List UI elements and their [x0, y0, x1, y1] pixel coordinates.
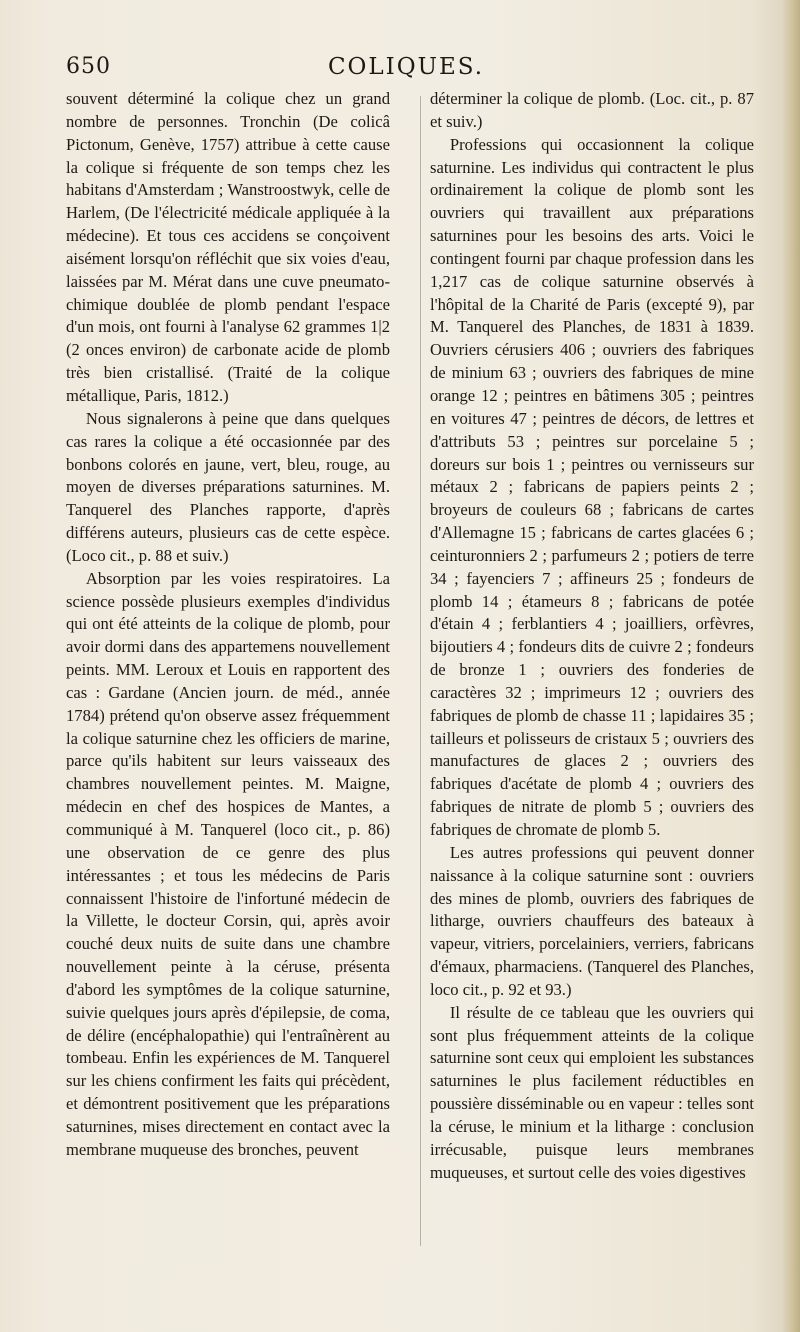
paragraph: Nous signalerons à peine que dans quelques cas rares la colique a été occasionnée par des bonbons colorés en jaune, vert, bleu, rouge, au moyen de diverses préparations saturnines. M. Tanquerel des Planches rapporte, d'après différens auteurs, plusieurs cas de cette espèce. (Loco cit., p. 88 et suiv.) — [66, 408, 390, 565]
page-edge-stain — [782, 0, 800, 1332]
column-divider — [420, 96, 421, 1246]
paragraph: Professions qui occasionnent la colique saturnine. Les individus qui contractent le plus ordinairement la colique de plomb sont les ouvriers qui travaillent aux préparations saturnines pour les besoins des arts. Voici le contingent fourni par chaque profession dans les 1,217 cas de colique saturnine observés à l'hôpital de la Charité de Paris (excepté 9), par M. Tanquerel des Planches, de 1831 à 1839. Ouvriers cérusiers 406 ; ouvriers des fabriques de minium 63 ; ouvriers des fabriques de mine orange 12 ; peintres en bâtimens 305 ; peintres en voitures 47 ; peintres de décors, de lettres et d'attributs 53 ; peintres sur porcelaine 5 ; doreurs sur bois 1 ; peintres ou vernisseurs sur métaux 2 ; fabricans de papiers peints 2 ; broyeurs de couleurs 68 ; fabricans de cartes d'Allemagne 15 ; fabricans de cartes glacées 6 ; ceinturonniers 2 ; parfumeurs 2 ; potiers de terre 34 ; fayenciers 7 ; affineurs 25 ; fondeurs de plomb 14 ; étameurs 8 ; fabricans de potée d'étain 4 ; ferblantiers 4 ; joailliers, orfèvres, bijoutiers 4 ; fondeurs dits de cuivre 2 ; fondeurs de bronze 1 ; ouvriers des fonderies de caractères 32 ; imprimeurs 12 ; ouvriers des fabriques de plomb de chasse 11 ; lapidaires 35 ; tailleurs et polisseurs de cristaux 5 ; ouvriers des manufactures de glaces 2 ; ouvriers des fabriques d'acétate de plomb 4 ; ouvriers des fabriques de nitrate de plomb 5 ; ouvriers des fabriques de chromate de plomb 5. — [430, 134, 754, 839]
page-header — [66, 54, 746, 88]
left-column — [66, 88, 390, 1162]
paragraph: Absorption par les voies respiratoires. La science possède plusieurs exemples d'individus qui ont été atteints de la colique de plomb, pour avoir dormi dans des appartemens nouvellement peints. MM. Leroux et Louis en rapportent des cas : Gardane (Ancien journ. de méd., année 1784) prétend qu'on observe assez fréquemment la colique saturnine chez les officiers de marine, parce qu'ils habitent sur leurs vaisseaux des chambres nouvellement peintes. M. Maigne, médecin en chef des hospices de Mantes, a communiqué à M. Tanquerel (loco cit., p. 86) une observation de ce genre des plus intéressantes ; et tous les médecins de Paris connaissent l'histoire de l'infortuné médecin de la Villette, le docteur Corsin, qui, après avoir couché deux nuits de suite dans une chambre nouvellement peinte à la céruse, présenta d'abord les symptômes de la colique saturnine, suivie quelques jours après d'épilepsie, de coma, de délire (encéphalopathie) qui l'entraînèrent au tombeau. Enfin les expériences de M. Tanquerel sur les chiens confirment les faits qui précèdent, et démontrent positivement que les préparations saturnines, mises directement en contact avec la membrane muqueuse des bronches, peuvent — [66, 568, 390, 1159]
paragraph: souvent déterminé la colique chez un grand nombre de personnes. Tronchin (De colicâ Pictonum, Genève, 1757) attribue à cette cause la colique si fréquente de son temps chez les habitans d'Amsterdam ; Wanstroostwyk, celle de Harlem, (De l'électricité médicale appliquée à la médecine). Et tous ces accidens se conçoivent aisément lorsqu'on réfléchit que six voies d'eau, laissées par M. Mérat dans une cuve pneumato-chimique doublée de plomb pendant l'espace d'un mois, ont fourni à l'analyse 62 grammes 1|2 (2 onces environ) de carbonate acide de plomb très bien cristallisé. (Traité de la colique métallique, Paris, 1812.) — [66, 89, 390, 405]
paragraph: Il résulte de ce tableau que les ouvriers qui sont plus fréquemment atteints de la colique saturnine sont ceux qui emploient les substances saturnines le plus facilement réductibles en poussière disséminable ou en vapeur : telles sont la céruse, le minium et la litharge : conclusion irrécusable, puisque leurs membranes muqueuses, et surtout celle des voies digestives — [430, 1002, 754, 1182]
paragraph: déterminer la colique de plomb. (Loc. cit., p. 87 et suiv.) — [430, 89, 754, 131]
page-number: 650 — [66, 54, 111, 79]
paragraph: Les autres professions qui peuvent donner naissance à la colique saturnine sont : ouvriers des mines de plomb, ouvriers des fabriques de litharge, ouvriers chauffeurs des bateaux à vapeur, vitriers, porcelainiers, verriers, fabricans d'émaux, pharmaciens. (Tanquerel des Planches, loco cit., p. 92 et 93.) — [430, 842, 754, 999]
right-column — [430, 88, 754, 1185]
running-head: COLIQUES. — [327, 54, 485, 80]
